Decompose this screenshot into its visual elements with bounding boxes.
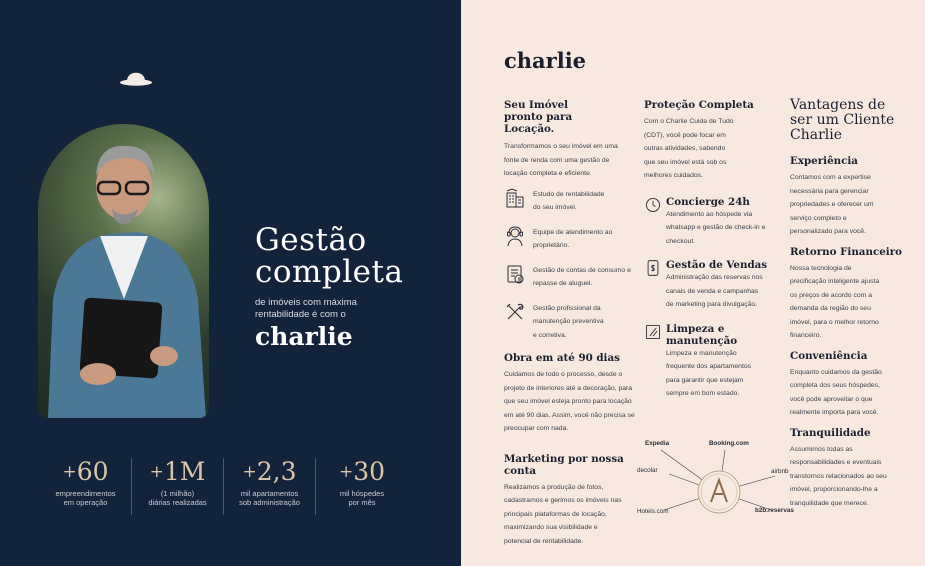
hero-title-line1: Gestão bbox=[255, 222, 367, 258]
stat-label: mil apartamentos bbox=[240, 489, 299, 498]
platform-logo: Booking.com bbox=[709, 440, 749, 447]
phone-dollar-icon bbox=[644, 259, 662, 277]
stat-value: 1M bbox=[163, 457, 206, 486]
advantage-title: Conveniência bbox=[790, 349, 868, 362]
platforms-diagram bbox=[639, 436, 797, 522]
service-text: Atendimento ao hóspede via whatsapp e gestão de check-in e checkout. bbox=[666, 210, 766, 245]
platform-logo: Hotels.com bbox=[637, 508, 669, 515]
feature-text: Gestão profissional da manutenção preventiva e corretiva. bbox=[533, 304, 604, 339]
service-text: Limpeza e manutenção frequente dos apartamentos para garantir que estejam sempre em bom estado. bbox=[666, 349, 752, 397]
stat-label: diárias realizadas bbox=[148, 498, 207, 507]
advantage-title: Tranquilidade bbox=[790, 426, 871, 439]
section-title: Seu Imóvel pronto para Locação. bbox=[504, 99, 573, 135]
section-title-obra: Obra em até 90 dias bbox=[504, 352, 620, 364]
clock-icon bbox=[644, 196, 662, 214]
service-title: Concierge 24h bbox=[666, 195, 750, 208]
feature-text: Gestão de contas de consumo e repasse de aluguel. bbox=[533, 266, 631, 287]
column-owner bbox=[504, 99, 639, 548]
advantage-item bbox=[790, 246, 902, 343]
hero-photo bbox=[38, 124, 209, 418]
stat-label: sob administração bbox=[239, 498, 300, 507]
column-services bbox=[644, 99, 769, 411]
advantage-text: Contamos com a expertise necessária para gerenciar propriedades e oferecer um serviço completo e personalizado para você. bbox=[790, 174, 874, 235]
stat-value: 2,3 bbox=[256, 457, 297, 486]
section-title-protecao: Proteção Completa bbox=[644, 99, 754, 111]
platform-logo: airbnb bbox=[771, 468, 789, 475]
section-text-obra: Cuidamos de todo o processo, desde o projeto de interiores até a decoração, para que seu imóvel esteja pronto para locação em até 90 dias. Assim, você não precisa se preocupar com nada. bbox=[504, 371, 635, 432]
hero-title bbox=[255, 224, 403, 288]
service-item bbox=[644, 323, 769, 401]
advantage-text: Assumimos todas as responsabilidades e eventuais transtornos relacionados ao seu imóvel, proporcionando-lhe a tranquilidade que merece. bbox=[790, 445, 887, 507]
stat-plus: + bbox=[338, 462, 354, 482]
tools-icon bbox=[504, 301, 526, 323]
advantage-text: Enquanto cuidamos da gestão completa dos seus hóspedes, você pode aproveitar o que realmente importa para você. bbox=[790, 368, 882, 416]
hero-title-line2: completa bbox=[255, 254, 404, 290]
advantage-item bbox=[790, 155, 902, 239]
stat-label: mil hóspedes bbox=[339, 489, 385, 498]
feature-item bbox=[504, 263, 639, 291]
section-text: Transformamos o seu imóvel em uma fonte de renda com uma gestão de locação completa e eficiente. bbox=[504, 143, 618, 177]
headset-agent-icon bbox=[504, 225, 526, 247]
advantages-title: Vantagens de ser um Cliente Charlie bbox=[790, 97, 895, 143]
service-item bbox=[644, 196, 769, 249]
feature-item bbox=[504, 225, 639, 253]
service-title: Limpeza e manutenção bbox=[666, 322, 738, 347]
stat-label: empreendimentos bbox=[55, 489, 116, 498]
hero-subtitle: de imóveis com máxima rentabilidade é com o bbox=[255, 297, 357, 320]
stats-row bbox=[40, 458, 408, 515]
stat-item bbox=[316, 458, 408, 515]
stat-plus: + bbox=[149, 462, 164, 482]
stat-item bbox=[132, 458, 224, 515]
advantage-title: Retorno Financeiro bbox=[790, 245, 902, 258]
service-text: Administração das reservas nos canais de venda e campanhas de marketing para divulgação. bbox=[666, 274, 763, 308]
stat-label: (1 milhão) bbox=[160, 489, 195, 498]
feature-item bbox=[504, 301, 639, 343]
section-title-marketing: Marketing por nossa conta bbox=[504, 452, 624, 477]
cleaning-icon bbox=[644, 323, 662, 341]
advantage-text: Nossa tecnologia de precificação inteligente ajusta os preços de acordo com a demanda da região do seu imóvel, para o melhor retorno financeiro. bbox=[790, 264, 880, 339]
hero-panel bbox=[0, 0, 461, 566]
bills-icon bbox=[504, 263, 526, 285]
feature-item bbox=[504, 187, 639, 215]
platform-logo: b2b.reservas bbox=[755, 507, 794, 514]
column-advantages bbox=[790, 98, 902, 510]
hero-brand-logo: charlie bbox=[255, 322, 353, 351]
stat-plus: + bbox=[62, 462, 77, 482]
stat-value: 60 bbox=[76, 457, 109, 486]
stat-label: por mês bbox=[348, 498, 376, 507]
platform-logo: Expedia bbox=[645, 440, 670, 447]
platform-logo: decolar bbox=[637, 467, 658, 474]
stat-value: 30 bbox=[353, 457, 386, 486]
section-text-protecao: Com o Charlie Cuida de Tudo (CDT), você pode focar em outras atividades, sabendo que seu imóvel está sob os melhores cuidados. bbox=[644, 118, 734, 179]
building-chart-icon bbox=[504, 187, 526, 209]
advantage-item bbox=[790, 427, 902, 511]
stat-item bbox=[40, 458, 132, 515]
feature-text: Estudo de rentabilidade do seu imóvel. bbox=[533, 190, 605, 211]
section-text-marketing: Realizamos a produção de fotos, cadastramos e gerimos os imóveis nas principais plataformas de locação, maximizando sua visibilidade e potencial de rentabilidade. bbox=[504, 483, 622, 545]
service-title: Gestão de Vendas bbox=[666, 259, 768, 271]
stat-plus: + bbox=[242, 462, 257, 482]
brand-logo: charlie bbox=[504, 48, 587, 73]
info-panel bbox=[461, 0, 925, 566]
bowler-hat-icon bbox=[119, 66, 153, 88]
stat-item bbox=[224, 458, 316, 515]
service-item bbox=[644, 259, 769, 312]
advantage-item bbox=[790, 350, 902, 420]
advantage-title: Experiência bbox=[790, 155, 858, 167]
stat-label: em operação bbox=[63, 498, 108, 507]
feature-text: Equipe de atendimento ao proprietário. bbox=[533, 228, 613, 249]
